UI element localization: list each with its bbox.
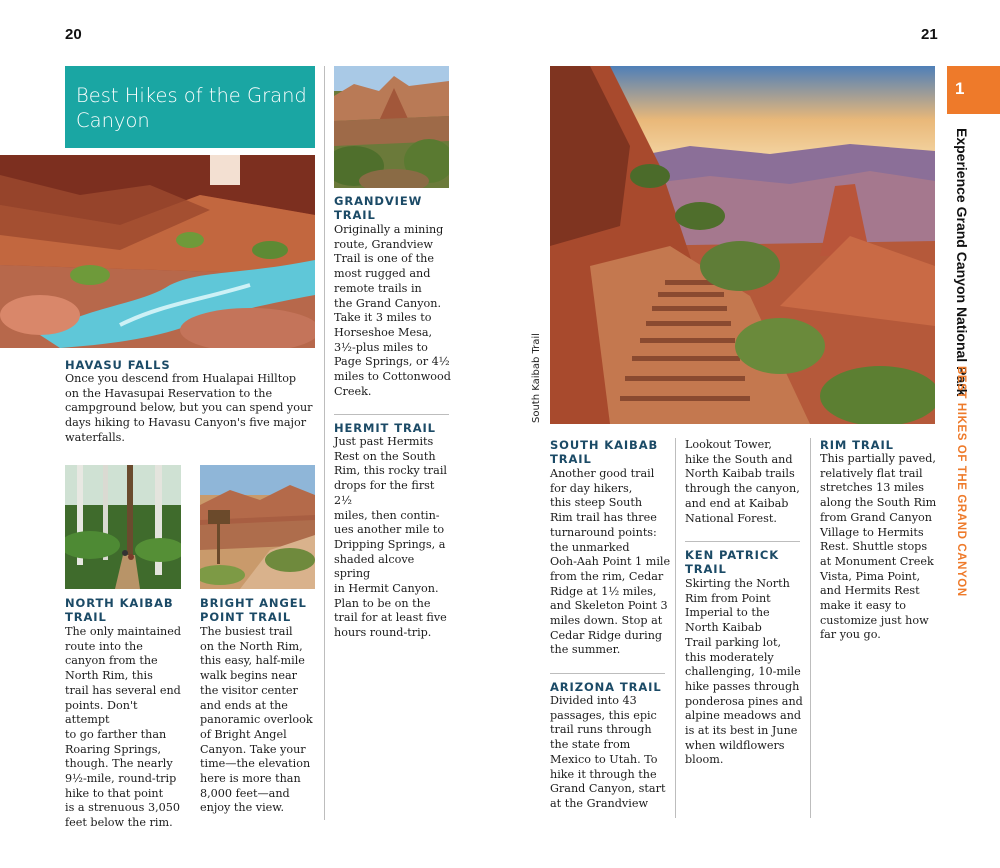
text-line: the summer. — [550, 643, 621, 657]
text-line: Canyon. Take your — [200, 742, 306, 756]
text-line: waterfalls. — [65, 430, 125, 444]
text-line: Cedar Ridge during — [550, 628, 663, 642]
text-line: and Skeleton Point 3 — [550, 599, 668, 613]
arizona-trail-text — [550, 694, 675, 812]
text-line: time—the elevation — [200, 757, 311, 771]
text-line: walk begins near — [200, 669, 298, 683]
text-line: The busiest trail — [200, 625, 293, 638]
text-line: Roaring Springs, — [65, 742, 162, 756]
page-title: Best Hikes of the Grand Canyon — [76, 84, 307, 132]
text-line: through the canyon, — [685, 482, 800, 496]
heading-line: BRIGHT ANGEL — [200, 596, 307, 610]
text-line: Imperial to the — [685, 606, 770, 620]
text-line: Once you descend from Hualapai Hilltop — [65, 372, 297, 385]
text-line: is at its best in June — [685, 724, 798, 738]
text-line: North Kaibab trails — [685, 467, 795, 481]
text-line: points. Don't attempt — [65, 698, 138, 727]
text-line: stretches 13 miles — [820, 481, 925, 495]
text-line: Mexico to Utah. To — [550, 752, 658, 766]
text-line: Lookout Tower, — [685, 438, 772, 451]
column-divider — [675, 438, 676, 818]
text-line: The only maintained — [65, 625, 182, 638]
text-line: along the South Rim — [820, 496, 937, 510]
text-line: National Forest. — [685, 511, 777, 525]
text-line: trail runs through — [550, 723, 652, 737]
column-divider — [810, 438, 811, 818]
text-line: miles, then contin- — [334, 508, 440, 522]
text-line: Ooh-Aah Point 1 mile — [550, 555, 671, 569]
text-line: on the Havasupai Reservation to the — [65, 386, 273, 400]
north-kaibab-text — [65, 625, 185, 831]
section-divider — [334, 414, 449, 415]
text-line: Just past Hermits — [334, 435, 434, 448]
text-line: most rugged and — [334, 267, 431, 281]
heading-line: TRAIL — [550, 452, 592, 466]
page-number-left: 20 — [65, 26, 82, 43]
havasu-falls-heading: HAVASU FALLS — [65, 358, 171, 372]
title-box — [65, 66, 315, 148]
text-line: route, Grandview — [334, 237, 433, 251]
text-line: the Grand Canyon. — [334, 296, 442, 310]
text-line: Plan to be on the — [334, 596, 431, 610]
column-divider — [324, 66, 325, 820]
text-line: panoramic overlook — [200, 713, 313, 727]
text-line: Vista, Pima Point, — [820, 569, 921, 583]
heading-line: KEN PATRICK — [685, 548, 780, 562]
text-line: the state from — [550, 738, 631, 752]
chapter-number: 1 — [955, 79, 965, 98]
text-line: feet below the rim. — [65, 816, 173, 830]
ken-patrick-heading — [685, 548, 810, 576]
text-line: Rest on the South — [334, 449, 436, 463]
text-line: here is more than — [200, 772, 301, 786]
text-line: This partially paved, — [820, 452, 936, 465]
havasu-falls-photo — [0, 155, 315, 348]
bright-angel-point-trail-photo — [200, 465, 315, 589]
text-line: and ends at the — [200, 698, 288, 712]
text-line: this moderately — [685, 650, 774, 664]
section-divider — [550, 673, 665, 674]
text-line: far you go. — [820, 628, 881, 642]
text-line: ponderosa pines and — [685, 694, 803, 708]
arizona-trail-heading: ARIZONA TRAIL — [550, 680, 662, 694]
text-line: in Hermit Canyon. — [334, 582, 439, 596]
text-line: and Hermits Rest — [820, 584, 920, 598]
text-line: Rim trail has three — [550, 511, 657, 525]
text-line: Trail parking lot, — [685, 635, 782, 649]
text-line: at the Grandview — [550, 796, 649, 810]
south-kaibab-heading — [550, 438, 675, 466]
text-line: Originally a mining — [334, 223, 444, 236]
text-line: this easy, half-mile — [200, 654, 305, 668]
hermit-trail-heading: HERMIT TRAIL — [334, 421, 436, 435]
ken-patrick-text — [685, 577, 810, 768]
text-line: Village to Hermits — [820, 525, 924, 539]
text-line: from the rim, Cedar — [550, 569, 664, 583]
grandview-trail-photo — [334, 66, 449, 188]
heading-line: POINT TRAIL — [200, 610, 292, 624]
text-line: is a strenuous 3,050 — [65, 801, 180, 815]
text-line: Another good trail — [550, 467, 655, 480]
text-line: shaded alcove spring — [334, 552, 415, 581]
bright-angel-text — [200, 625, 320, 816]
south-kaibab-trail-photo — [550, 66, 935, 424]
text-line: and end at Kaibab — [685, 496, 789, 510]
south-kaibab-text — [550, 467, 675, 658]
text-line: miles down. Stop at — [550, 614, 663, 628]
north-kaibab-heading — [65, 596, 185, 624]
text-line: Creek. — [334, 384, 372, 398]
text-line: Skirting the North — [685, 577, 790, 590]
heading-line: NORTH KAIBAB — [65, 596, 174, 610]
havasu-falls-text — [65, 372, 315, 446]
text-line: hike the South and — [685, 452, 793, 466]
text-line: days hiking to Havasu Canyon's five major — [65, 416, 307, 430]
grandview-text — [334, 223, 454, 399]
text-line: 8,000 feet—and — [200, 786, 290, 800]
page-number-right: 21 — [921, 26, 938, 43]
text-line: campground below, but you can spend your — [65, 401, 313, 415]
text-line: Horseshoe Mesa, — [334, 325, 433, 339]
grandview-heading — [334, 194, 454, 222]
text-line: bloom. — [685, 753, 724, 767]
text-line: customize just how — [820, 613, 929, 627]
text-line: Divided into 43 — [550, 694, 637, 707]
section-divider — [685, 541, 800, 542]
text-line: Rim from Point — [685, 591, 771, 605]
text-line: Grand Canyon, start — [550, 782, 666, 796]
chapter-tab — [947, 66, 1000, 114]
text-line: Page Springs, or 4½ — [334, 355, 450, 369]
text-line: of Bright Angel — [200, 727, 287, 741]
text-line: the visitor center — [200, 683, 298, 697]
text-line: on the North Rim, — [200, 639, 303, 653]
text-line: make it easy to — [820, 599, 907, 613]
text-line: though. The nearly — [65, 757, 173, 771]
text-line: miles to Cottonwood — [334, 370, 451, 384]
text-line: Dripping Springs, a — [334, 537, 446, 551]
text-line: the unmarked — [550, 540, 630, 554]
text-line: North Kaibab — [685, 621, 762, 635]
heading-line: SOUTH KAIBAB — [550, 438, 659, 452]
text-line: route into the — [65, 639, 143, 653]
text-line: Take it 3 miles to — [334, 311, 432, 325]
text-line: when wildflowers — [685, 738, 785, 752]
text-line: North Rim, this — [65, 669, 153, 683]
text-line: hours round-trip. — [334, 626, 432, 640]
hermit-trail-text — [334, 435, 454, 641]
text-line: Trail is one of the — [334, 252, 434, 266]
heading-line: TRAIL — [334, 208, 376, 222]
text-line: at Monument Creek — [820, 554, 934, 568]
heading-line: GRANDVIEW — [334, 194, 423, 208]
text-line: remote trails in — [334, 281, 422, 295]
text-line: Rim, this rocky trail — [334, 464, 447, 478]
text-line: turnaround points: — [550, 525, 657, 539]
text-line: ues another mile to — [334, 523, 445, 537]
text-line: trail has several end — [65, 683, 181, 697]
text-line: hike to that point — [65, 786, 164, 800]
heading-line: TRAIL — [685, 562, 727, 576]
text-line: relatively flat trail — [820, 466, 923, 480]
text-line: trail for at least five — [334, 611, 447, 625]
text-line: this steep South — [550, 496, 643, 510]
arizona-trail-text-continued — [685, 438, 810, 526]
text-line: to go farther than — [65, 727, 167, 741]
running-head-section: BEST HIKES OF THE GRAND CANYON — [955, 366, 967, 597]
text-line: canyon from the — [65, 654, 158, 668]
text-line: alpine meadows and — [685, 709, 802, 723]
heading-line: TRAIL — [65, 610, 107, 624]
text-line: passages, this epic — [550, 708, 657, 722]
text-line: for day hikers, — [550, 481, 633, 495]
text-line: 9½-mile, round-trip — [65, 772, 177, 786]
running-head-chapter: Experience Grand Canyon National Park — [954, 128, 970, 397]
text-line: enjoy the view. — [200, 801, 285, 815]
rim-trail-heading: RIM TRAIL — [820, 438, 894, 452]
text-line: 3½-plus miles to — [334, 340, 428, 354]
text-line: hike passes through — [685, 679, 800, 693]
north-kaibab-trail-photo — [65, 465, 181, 589]
text-line: Ridge at 1½ miles, — [550, 584, 657, 598]
text-line: hike it through the — [550, 767, 657, 781]
bright-angel-heading — [200, 596, 320, 624]
rim-trail-text — [820, 452, 945, 643]
text-line: from Grand Canyon — [820, 510, 932, 524]
text-line: challenging, 10-mile — [685, 665, 801, 679]
text-line: Rest. Shuttle stops — [820, 540, 928, 554]
photo-caption: South Kaibab Trail — [531, 333, 542, 423]
text-line: drops for the first 2½ — [334, 479, 435, 507]
